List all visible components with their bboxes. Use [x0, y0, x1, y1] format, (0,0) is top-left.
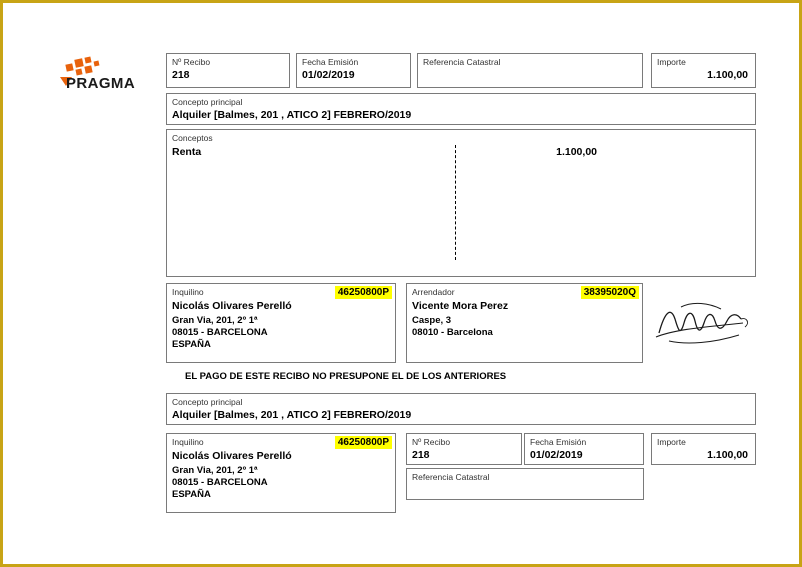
stub-importe-value: 1.100,00 — [707, 449, 748, 461]
concepto-row-amount: 1.100,00 — [556, 146, 597, 158]
arrendador-label: Arrendador — [412, 287, 455, 297]
fecha-emision-label: Fecha Emisión — [302, 57, 359, 67]
stub-field-fecha-emision — [524, 433, 644, 465]
stub-inquilino-address-line-3: ESPAÑA — [172, 489, 211, 500]
stub-inquilino-label: Inquilino — [172, 437, 204, 447]
concepto-row-description: Renta — [172, 146, 202, 158]
stub-fecha-emision-label: Fecha Emisión — [530, 437, 587, 447]
stub-concepto-principal-value: Alquiler [Balmes, 201 , ATICO 2] FEBRERO/2019 — [172, 409, 412, 421]
inquilino-address-line-3: ESPAÑA — [172, 339, 211, 350]
conceptos-label: Conceptos — [172, 133, 213, 143]
stub-importe-label: Importe — [657, 437, 686, 447]
inquilino-nif: 46250800P — [335, 286, 392, 299]
inquilino-name: Nicolás Olivares Perelló — [172, 300, 292, 312]
arrendador-name: Vicente Mora Perez — [412, 300, 509, 312]
importe-value: 1.100,00 — [707, 69, 748, 81]
field-referencia-catastral — [417, 53, 643, 88]
stub-inquilino-address-line-1: Gran Via, 201, 2º 1ª — [172, 465, 258, 476]
conceptos-table — [166, 129, 756, 277]
referencia-catastral-label: Referencia Catastral — [423, 57, 501, 67]
conceptos-divider — [455, 145, 456, 260]
stub-field-concepto-principal — [166, 393, 756, 425]
stub-numero-recibo-label: Nº Recibo — [412, 437, 451, 447]
stub-fecha-emision-value: 01/02/2019 — [530, 449, 583, 461]
stub-concepto-principal-label: Concepto principal — [172, 397, 243, 407]
numero-recibo-label: Nº Recibo — [172, 57, 211, 67]
field-concepto-principal — [166, 93, 756, 125]
field-inquilino — [166, 283, 396, 363]
arrendador-nif: 38395020Q — [581, 286, 639, 299]
inquilino-address-line-1: Gran Via, 201, 2º 1ª — [172, 315, 258, 326]
concepto-principal-value: Alquiler [Balmes, 201 , ATICO 2] FEBRERO/2019 — [172, 109, 412, 121]
pragma-logo — [60, 55, 155, 95]
arrendador-address-line-1: Caspe, 3 — [412, 315, 452, 326]
arrendador-address-line-2: 08010 - Barcelona — [412, 327, 493, 338]
field-importe — [651, 53, 756, 88]
receipt-sheet — [3, 3, 799, 564]
stub-numero-recibo-value: 218 — [412, 449, 430, 461]
field-fecha-emision — [296, 53, 411, 88]
fecha-emision-value: 01/02/2019 — [302, 69, 355, 81]
stub-inquilino-address-line-2: 08015 - BARCELONA — [172, 477, 268, 488]
stub-field-numero-recibo — [406, 433, 522, 465]
stub-inquilino-nif: 46250800P — [335, 436, 392, 449]
stub-field-referencia-catastral — [406, 468, 644, 500]
pragma-logo-text: PRAGMA — [66, 75, 136, 92]
signature-icon — [651, 293, 756, 353]
stub-field-importe — [651, 433, 756, 465]
field-numero-recibo — [166, 53, 290, 88]
inquilino-address-line-2: 08015 - BARCELONA — [172, 327, 268, 338]
importe-label: Importe — [657, 57, 686, 67]
stub-referencia-catastral-label: Referencia Catastral — [412, 472, 490, 482]
field-arrendador — [406, 283, 643, 363]
inquilino-label: Inquilino — [172, 287, 204, 297]
stub-inquilino-name: Nicolás Olivares Perelló — [172, 450, 292, 462]
payment-notice: EL PAGO DE ESTE RECIBO NO PRESUPONE EL DE LOS ANTERIORES — [185, 371, 507, 382]
numero-recibo-value: 218 — [172, 69, 190, 81]
concepto-principal-label: Concepto principal — [172, 97, 243, 107]
stub-field-inquilino — [166, 433, 396, 513]
